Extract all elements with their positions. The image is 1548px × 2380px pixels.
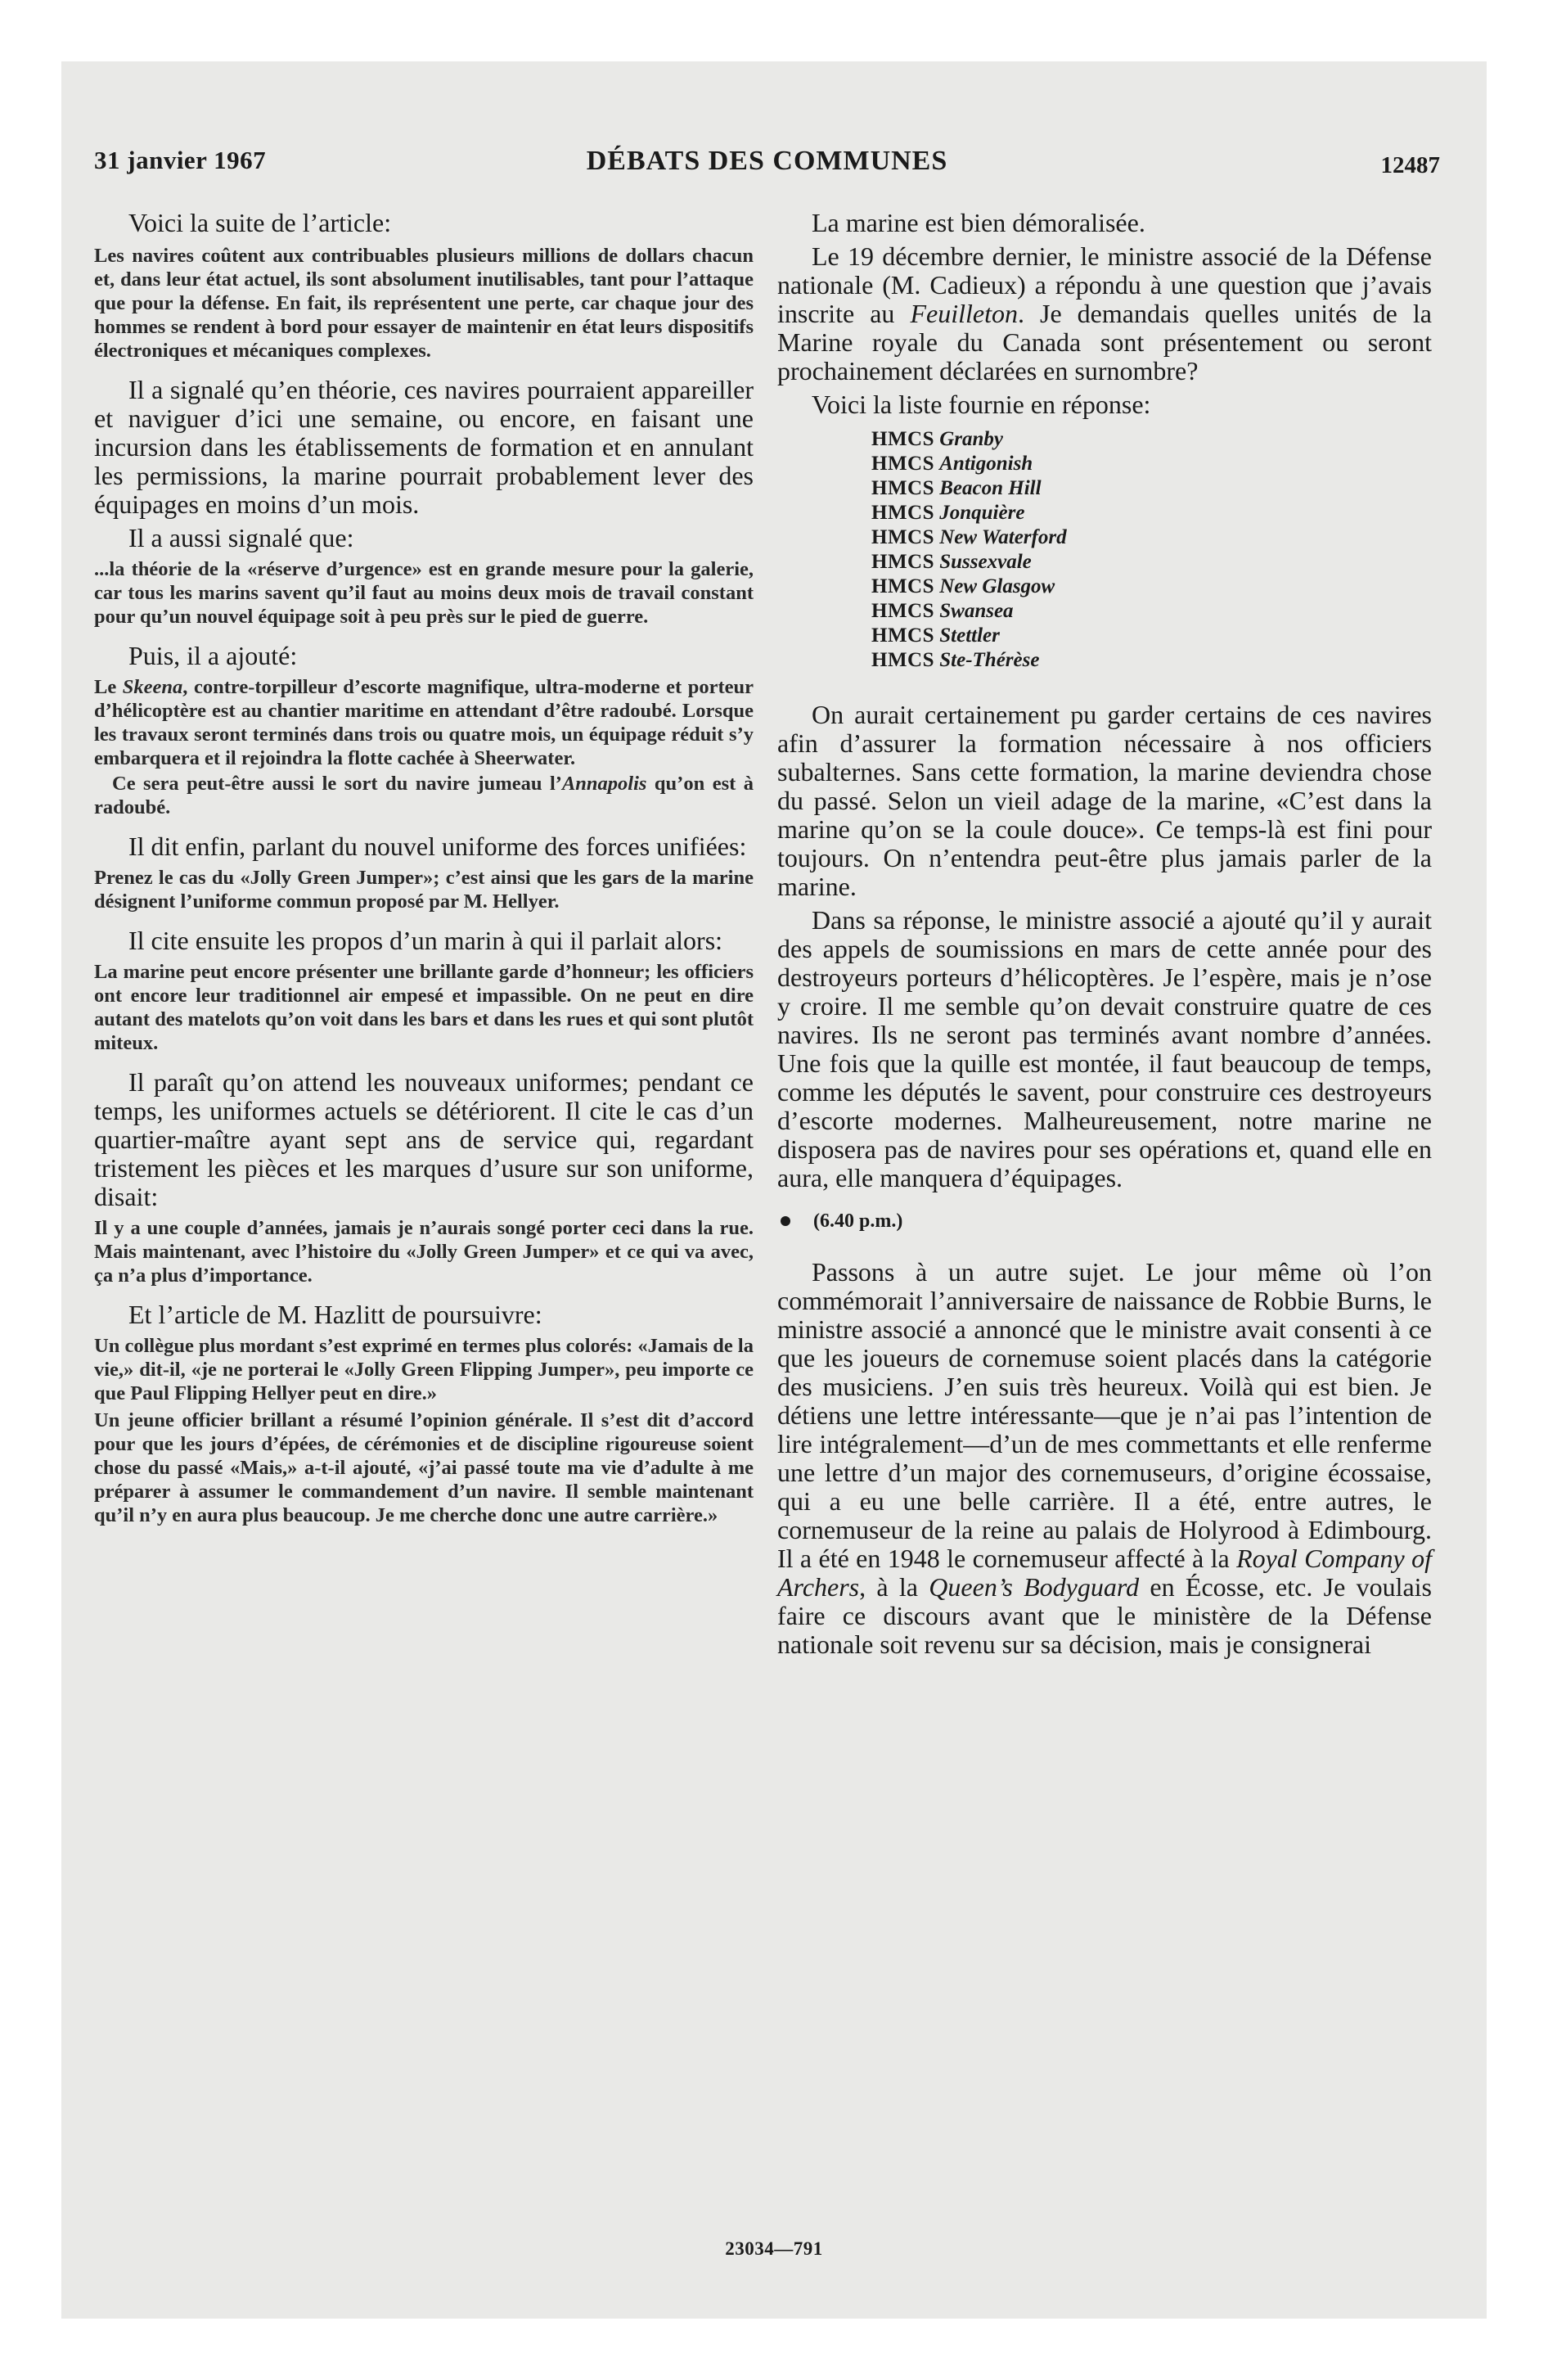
- quotation: [94, 675, 754, 770]
- quotation: Un jeune officier brillant a résumé l’opinion générale. Il s’est dit d’accord pour que les jours d’épées, de cérémonies et de discipline rigoureuse soient chose du passé «Mais,» a-t-il ajouté, «j’ai passé toute ma vie d’adulte à me préparer à assumer le commandement d’un navire. Il semble maintenant qu’il n’y en aura plus beaucoup. Je me cherche donc une autre carrière.»: [94, 1409, 754, 1526]
- ship-list-item: [871, 624, 1432, 648]
- paragraph-text: Passons à un autre sujet. Le jour même où l’on commémorait l’anniversaire de naissance de Robbie Burns, le ministre associé a annoncé que le ministre avait consenti à ce que les joueurs de cornemuse soient placés dans la catégorie des musiciens. J’en suis très heureux. Voilà qui est bien. Je détiens une lettre intéressante—que je n’ai pas l’intention de lire intégralement—d’un de mes commettants et elle renferme une lettre d’un major des cornemuseurs, d’origine écossaise, qui a eu une belle carrière. Il a été, entre autres, le cornemuseur de la reine au palais de Holyrood à Edimbourg. Il a été en 1948 le cornemuseur affecté à la: [777, 1257, 1432, 1573]
- ship-list-item: [871, 427, 1432, 452]
- quotation: ...la théorie de la «réserve d’urgence» est en grande mesure pour la galerie, car tous les marins savent qu’il faut au moins deux mois de travail constant pour qu’un nouvel équipage soit à peu près sur le pied de guerre.: [94, 558, 754, 628]
- quote-text: , contre-torpilleur d’escorte magnifique, ultra-moderne et porteur d’hélicoptère est au chantier maritime en attendant d’être radoubé. Lorsque les travaux seront terminés dans trois ou quatre mois, un équipage réduit s’y embarquera et il rejoindra la flotte cachée à Sheerwater.: [94, 676, 754, 769]
- ship-name: Sussexvale: [939, 551, 1032, 573]
- paragraph: Puis, il a ajouté:: [128, 641, 298, 670]
- quotation: Un collègue plus mordant s’est exprimé en termes plus colorés: «Jamais de la vie,» dit-il, «je ne porterai le «Jolly Green Flipping Jumper», peu importe ce que Paul Flipping Hellyer peut en dire.»: [94, 1335, 754, 1404]
- paragraph: Il a signalé qu’en théorie, ces navires pourraient appareiller et naviguer d’ici une semaine, ou encore, en faisant une incursion dans les établissements de formation et en annulant les permissions, la marine pourrait probablement lever des équipages en moins d’un mois.: [94, 375, 754, 519]
- paragraph-text: Le 19 décembre dernier, le ministre associé de la Défense nationale (M. Cadieux) a répondu à une question que j’avais inscrite au: [777, 241, 1432, 328]
- ship-list-item: [871, 501, 1432, 525]
- paragraph: Il paraît qu’on attend les nouveaux uniformes; pendant ce temps, les uniformes actuels se détériorent. Il cite le cas d’un quartier-maître ayant sept ans de service qui, regardant tristement les pièces et les marques d’usure sur son uniforme, disait:: [94, 1067, 754, 1211]
- time-marker: [777, 1209, 1432, 1233]
- ship-name: Antigonish: [939, 453, 1033, 475]
- time-text: (6.40 p.m.): [813, 1210, 903, 1232]
- quote-text: qu’on est à radoubé.: [94, 773, 754, 818]
- paragraph-text: , à la: [859, 1572, 929, 1602]
- quotation: [94, 772, 754, 819]
- ship-name: Annapolis: [561, 773, 647, 795]
- quote-text: Ce sera peut-être aussi le sort du navire jumeau l’: [112, 773, 562, 795]
- paragraph: [777, 242, 1432, 385]
- ship-name: Swansea: [939, 600, 1014, 622]
- paragraph: Voici la suite de l’article:: [128, 208, 392, 237]
- ship-name: New Glasgow: [939, 575, 1055, 597]
- paragraph: On aurait certainement pu garder certains de ces navires afin d’assurer la formation nécessaire à nos officiers subalternes. Sans cette formation, la marine deviendra chose du passé. Selon un vieil adage de la marine, «C’est dans la marine qu’on se la coule douce». Ce temps-là est fini pour toujours. On n’entendra peut-être plus jamais parler de la marine.: [777, 700, 1432, 901]
- ship-list-item: [871, 599, 1432, 624]
- paragraph-text: en Écosse, etc. Je voulais faire ce discours avant que le ministère de la Défense nationale soit revenu sur sa décision, mais je consignerai: [777, 1572, 1433, 1659]
- ship-name: Skeena: [122, 676, 183, 698]
- quotation: Les navires coûtent aux contribuables plusieurs millions de dollars chacun et, dans leur état actuel, ils sont absolument inutilisables, tant pour l’attaque que pour la défense. En fait, ils représentent une perte, car chaque jour des hommes se rendent à bord pour essayer de maintenir en état leurs dispositifs électroniques et mécaniques complexes.: [94, 245, 754, 362]
- paragraph: Il cite ensuite les propos d’un marin à qui il parlait alors:: [128, 926, 723, 955]
- paragraph: Et l’article de M. Hazlitt de poursuivre:: [128, 1300, 542, 1329]
- ship-prefix: HMCS: [871, 551, 934, 573]
- ship-list-item: [871, 452, 1432, 476]
- ship-prefix: HMCS: [871, 600, 934, 622]
- ship-list-item: [871, 575, 1432, 599]
- page-header: [94, 146, 1440, 187]
- footer-code: 23034—791: [725, 2238, 823, 2259]
- ship-prefix: HMCS: [871, 477, 934, 499]
- organization-name: Royal Company of Archers: [777, 1544, 1433, 1602]
- paragraph-text: . Je demandais quelles unités de la Marine royale du Canada sont présentement ou seront prochainement déclarées en surnombre?: [777, 299, 1433, 385]
- quotation: La marine peut encore présenter une brillante garde d’honneur; les officiers ont encore leur traditionnel air empesé et impassible. On ne peut en dire autant des matelots qu’on voit dans les bars et dans les rues et qui sont plutôt miteux.: [94, 961, 754, 1054]
- ship-name: New Waterford: [939, 526, 1067, 548]
- ship-list: [871, 427, 1432, 673]
- right-column: [777, 209, 1432, 1664]
- ship-list-item: [871, 525, 1432, 550]
- paragraph: Dans sa réponse, le ministre associé a ajouté qu’il y aurait des appels de soumissions en mars de cette année pour des destroyeurs porteurs d’hélicoptères. Je l’espère, mais je n’ose y croire. Il me semble qu’on devait construire quatre de ces navires. Ils ne seront pas terminés avant nombre d’années. Une fois que la quille est montée, il faut beaucoup de temps, comme les députés le savent, pour construire ces destroyeurs d’escorte modernes. Malheureusement, notre marine ne disposera pas de navires pour ses opérations et, quand elle en aura, elle manquera d’équipages.: [777, 905, 1432, 1192]
- quote-text: Le: [94, 676, 123, 698]
- ship-name: Granby: [939, 428, 1004, 450]
- bullet-icon: [781, 1216, 790, 1226]
- paragraph: Voici la liste fournie en réponse:: [812, 390, 1151, 419]
- ship-list-item: [871, 648, 1432, 673]
- ship-name: Ste-Thérèse: [939, 649, 1040, 671]
- ship-prefix: HMCS: [871, 428, 934, 450]
- quotation: Prenez le cas du «Jolly Green Jumper»; c’est ainsi que les gars de la marine désignent l’uniforme commun proposé par M. Hellyer.: [94, 867, 754, 913]
- header-date: 31 janvier 1967: [94, 146, 267, 174]
- paragraph: Il dit enfin, parlant du nouvel uniforme des forces unifiées:: [128, 832, 747, 861]
- ship-prefix: HMCS: [871, 649, 934, 671]
- ship-list-item: [871, 476, 1432, 501]
- ship-prefix: HMCS: [871, 526, 934, 548]
- ship-prefix: HMCS: [871, 624, 934, 647]
- ship-name: Jonquière: [939, 502, 1025, 524]
- header-page-number: 12487: [1380, 152, 1440, 178]
- paragraph: Il a aussi signalé que:: [128, 523, 354, 552]
- quotation: Il y a une couple d’années, jamais je n’aurais songé porter ceci dans la rue. Mais maintenant, avec l’histoire du «Jolly Green Jumper» et ce qui va avec, ça n’a plus d’importance.: [94, 1217, 754, 1287]
- organization-name: Queen’s Bodyguard: [929, 1572, 1140, 1602]
- ship-prefix: HMCS: [871, 575, 934, 597]
- ship-name: Beacon Hill: [939, 477, 1042, 499]
- paragraph: [777, 1258, 1432, 1659]
- header-title: DÉBATS DES COMMUNES: [586, 146, 948, 176]
- ship-prefix: HMCS: [871, 502, 934, 524]
- ship-name: Stettler: [939, 624, 1000, 647]
- paragraph: La marine est bien démoralisée.: [812, 208, 1145, 237]
- ship-list-item: [871, 550, 1432, 575]
- publication-title: Feuilleton: [910, 299, 1018, 328]
- ship-prefix: HMCS: [871, 453, 934, 475]
- left-column: [94, 209, 754, 1540]
